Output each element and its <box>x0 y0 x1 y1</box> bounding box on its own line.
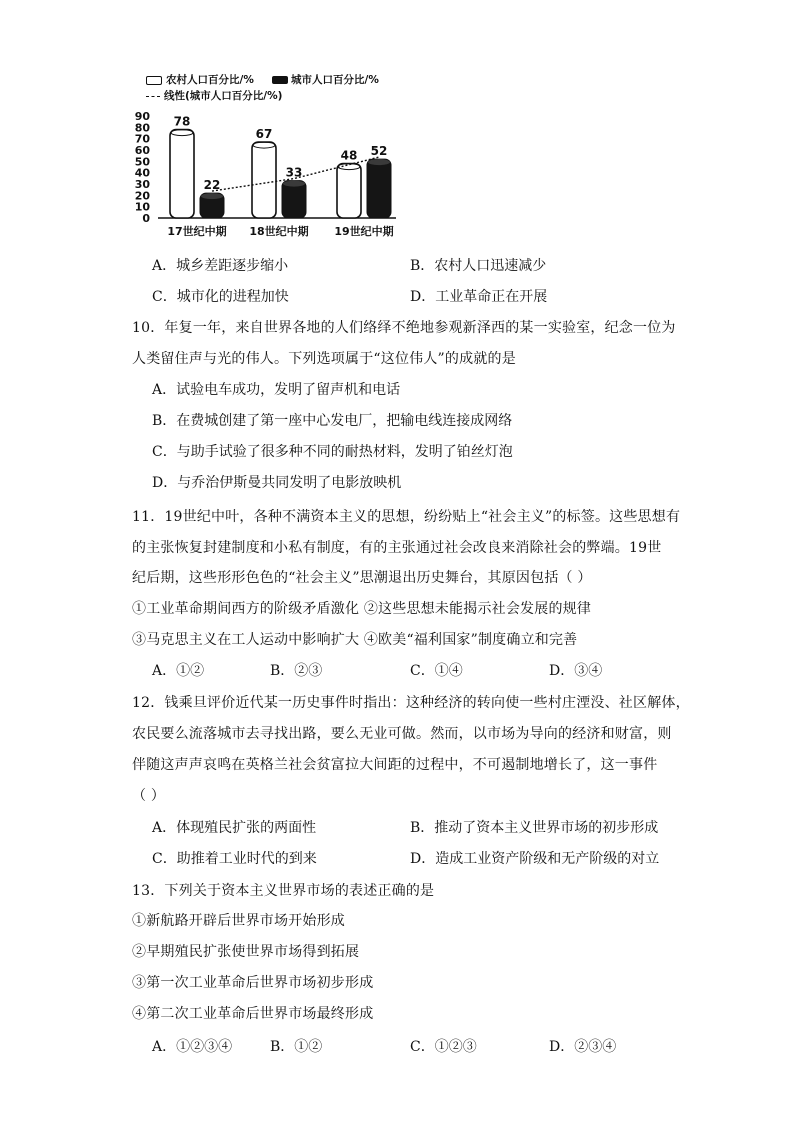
y-tick-label: 20 <box>134 189 150 203</box>
urban-value-label: 33 <box>285 165 303 180</box>
q13-stem: 13．下列关于资本主义世界市场的表述正确的是 <box>132 883 435 899</box>
q13-item-1: ①新航路开辟后世界市场开始形成 <box>132 913 345 929</box>
q13-option-c[interactable]: C．①②③ <box>410 1039 477 1055</box>
population-bar-chart <box>0 0 794 250</box>
q12-stem-line-1: 12．钱乘旦评价近代某一历史事件时指出：这种经济的转向使一些村庄湮没、社区解体， <box>132 695 690 711</box>
legend-trend-label: 线性(城市人口百分比/%) <box>164 90 283 102</box>
q10-stem-line-1: 10．年复一年，来自世界各地的人们络绎不绝地参观新泽西的某一实验室，纪念一位为 <box>132 320 676 336</box>
y-tick-label: 70 <box>134 132 150 146</box>
x-axis-ticks <box>167 224 393 238</box>
x-tick-label: 18世纪中期 <box>249 225 309 238</box>
y-tick-label: 80 <box>134 121 150 135</box>
q11-option-d[interactable]: D．③④ <box>549 663 603 679</box>
q12-option-c[interactable]: C．助推着工业时代的到来 <box>152 851 317 867</box>
rural-value-label: 48 <box>340 148 358 163</box>
q11-item-line-1: ①工业革命期间西方的阶级矛盾激化 ②这些思想未能揭示社会发展的规律 <box>132 601 592 617</box>
y-axis-ticks <box>135 110 151 225</box>
rural-bar <box>252 142 276 218</box>
q13-item-3: ③第一次工业革命后世界市场初步形成 <box>132 975 374 991</box>
y-tick-label: 40 <box>134 166 150 180</box>
q12-option-b[interactable]: B．推动了资本主义世界市场的初步形成 <box>410 820 659 836</box>
q11-stem-line-2: 的主张恢复封建制度和小私有制度，有的主张通过社会改良来消除社会的弊端。19世 <box>132 540 662 556</box>
rural-value-label: 67 <box>255 127 273 142</box>
x-tick-label: 17世纪中期 <box>167 225 227 238</box>
y-tick-label: 60 <box>134 144 150 157</box>
q11-stem-line-1: 11．19世纪中叶，各种不满资本主义的思想，纷纷贴上“社会主义”的标签。这些思想有 <box>132 509 681 525</box>
q13-option-d[interactable]: D．②③④ <box>549 1039 617 1055</box>
legend-rural-label: 农村人口百分比/% <box>166 74 254 86</box>
y-tick-label: 50 <box>134 155 150 169</box>
rural-bar <box>337 164 361 218</box>
y-tick-label: 10 <box>134 200 150 214</box>
q10-option-b[interactable]: B．在费城创建了第一座中心发电厂，把输电线连接成网络 <box>152 413 513 429</box>
legend-urban-label: 城市人口百分比/% <box>291 74 379 86</box>
q12-stem-line-2: 农民要么流落城市去寻找出路，要么无业可做。然而，以市场为导向的经济和财富，则 <box>132 726 672 742</box>
q11-item-line-2: ③马克思主义在工人运动中影响扩大 ④欧美“福利国家”制度确立和完善 <box>132 632 578 648</box>
q11-option-c[interactable]: C．①④ <box>410 663 463 679</box>
q10-option-c[interactable]: C．与助手试验了很多种不同的耐热材料，发明了铂丝灯泡 <box>152 444 513 460</box>
urban-bar-top <box>368 159 390 165</box>
rural-bar <box>170 130 194 218</box>
q9-option-a[interactable]: A．城乡差距逐步缩小 <box>152 258 289 274</box>
q10-option-d[interactable]: D．与乔治伊斯曼共同发明了电影放映机 <box>152 475 402 491</box>
y-tick-label: 30 <box>134 178 150 191</box>
urban-value-label: 22 <box>203 178 221 193</box>
q12-stem-line-3: 伴随这声声哀鸣在英格兰社会贫富拉大间距的过程中，不可遏制地增长了，这一事件 <box>132 757 658 773</box>
q10-option-a[interactable]: A．试验电车成功，发明了留声机和电话 <box>152 382 401 398</box>
q13-option-a[interactable]: A．①②③④ <box>152 1039 233 1055</box>
q13-item-2: ②早期殖民扩张使世界市场得到拓展 <box>132 944 360 960</box>
q13-item-4: ④第二次工业革命后世界市场最终形成 <box>132 1006 374 1022</box>
urban-bar-top <box>201 193 223 199</box>
q11-stem-line-3: 纪后期，这些形形色色的“社会主义”思潮退出历史舞台，其原因包括（ ） <box>132 570 592 586</box>
q13-option-b[interactable]: B．①② <box>270 1039 323 1055</box>
q12-option-d[interactable]: D．造成工业资产阶级和无产阶级的对立 <box>410 851 660 867</box>
bars <box>170 130 391 218</box>
rural-value-label: 78 <box>173 114 191 129</box>
x-tick-label: 19世纪中期 <box>334 225 394 238</box>
q9-option-c[interactable]: C．城市化的进程加快 <box>152 289 289 305</box>
q12-stem-line-4: （ ） <box>132 788 166 804</box>
urban-value-label: 52 <box>370 144 388 159</box>
urban-bar-top <box>283 181 305 187</box>
q9-option-b[interactable]: B．农村人口迅速减少 <box>410 258 547 274</box>
y-tick-label: 90 <box>134 110 150 123</box>
y-tick-label: 0 <box>142 212 150 225</box>
q12-option-a[interactable]: A．体现殖民扩张的两面性 <box>152 820 317 836</box>
q10-stem-line-2: 人类留住声与光的伟人。下列选项属于“这位伟人”的成就的是 <box>132 351 516 367</box>
q11-option-b[interactable]: B．②③ <box>270 663 323 679</box>
q11-option-a[interactable]: A．①② <box>152 663 205 679</box>
q9-option-d[interactable]: D．工业革命正在开展 <box>410 289 548 305</box>
urban-bar <box>367 159 391 218</box>
